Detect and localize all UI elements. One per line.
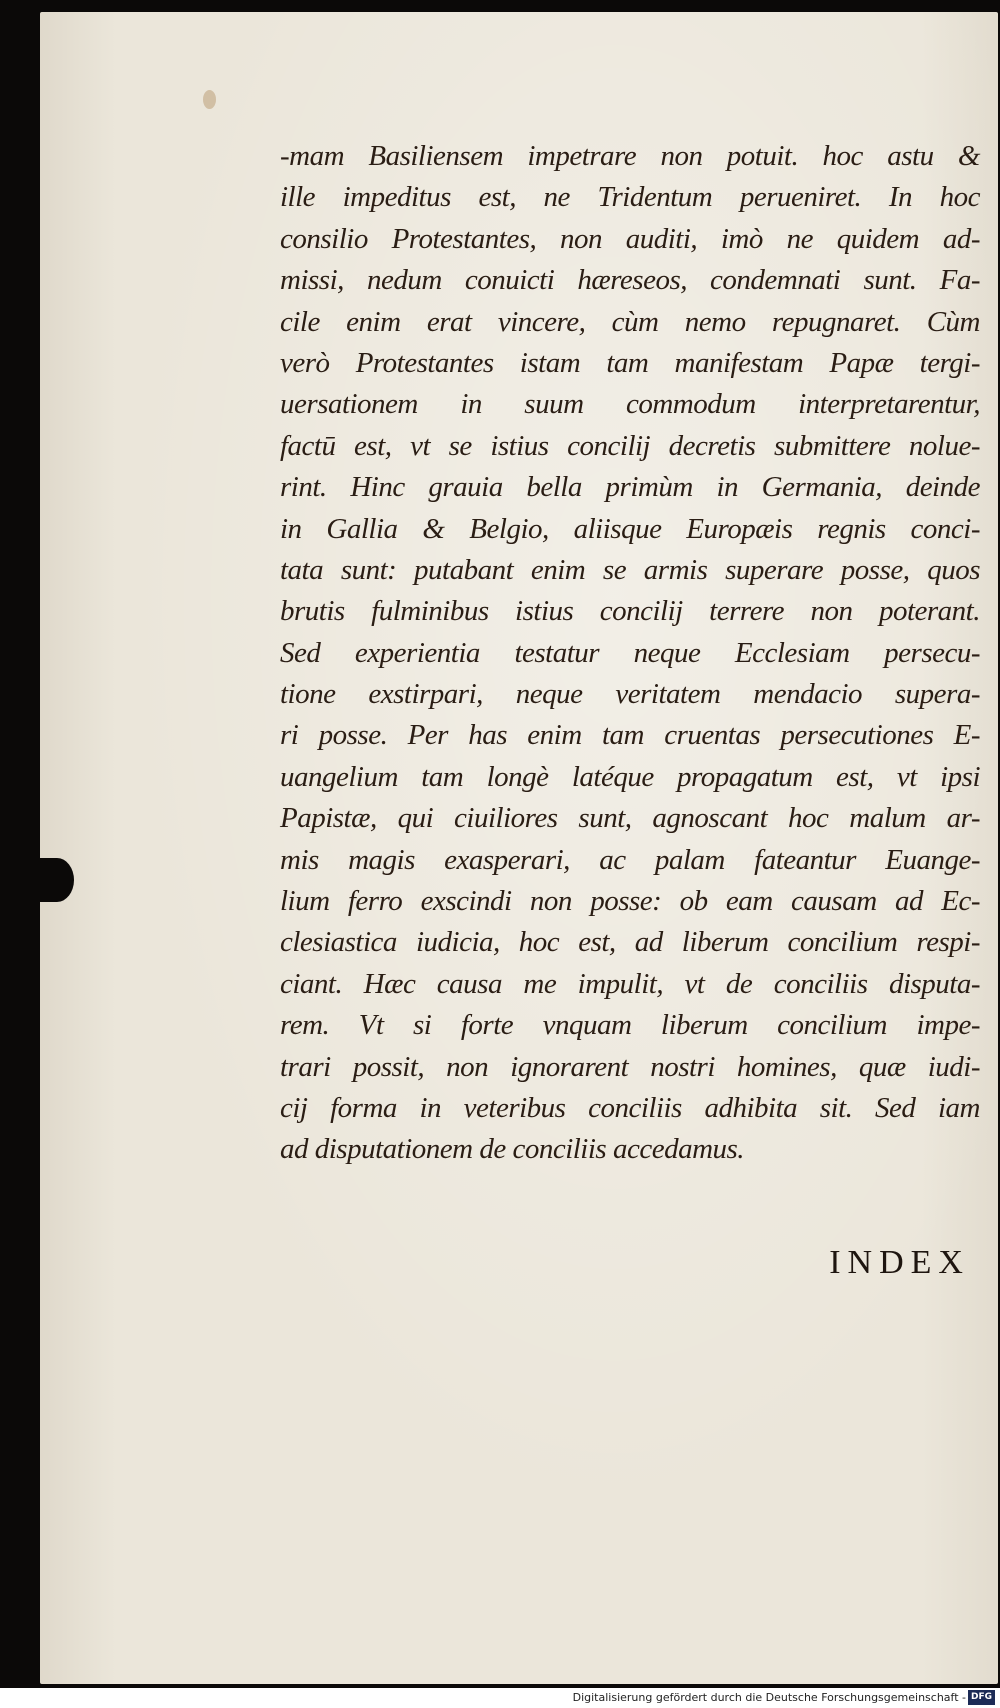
text-line: Sed experientia testatur neque Ecclesiam persecu- xyxy=(280,636,980,669)
text-line: cij forma in veteribus conciliis adhibita sit. Sed iam xyxy=(280,1091,980,1124)
text-line: Papistæ, qui ciuiliores sunt, agnoscant hoc malum ar- xyxy=(280,802,980,835)
footer-credit: Digitalisierung gefördert durch die Deutsche Forschungsgemeinschaft - xyxy=(572,1691,966,1704)
catchword: INDEX xyxy=(829,1244,970,1281)
text-line: ille impeditus est, ne Tridentum perueniret. In hoc xyxy=(280,181,980,214)
text-line: mis magis exasperari, ac palam fateantur Euange- xyxy=(280,843,980,876)
text-line: ad disputationem de conciliis accedamus. xyxy=(280,1133,745,1166)
dfg-logo-icon: DFG xyxy=(968,1690,995,1705)
scanned-page xyxy=(40,12,998,1684)
text-line: uangelium tam longè latéque propagatum est, vt ipsi xyxy=(280,760,980,793)
text-line: factū est, vt se istius concilij decretis submittere nolue- xyxy=(280,429,980,462)
paper-stain xyxy=(203,90,216,109)
text-line: -mam Basiliensem impetrare non potuit. hoc astu & xyxy=(280,140,980,172)
text-line: rint. Hinc grauia bella primùm in Germania, deinde xyxy=(280,471,980,504)
body-text xyxy=(280,136,980,1171)
footer-bar xyxy=(0,1688,1000,1708)
text-line: cile enim erat vincere, cùm nemo repugnaret. Cùm xyxy=(280,305,980,338)
text-line: clesiastica iudicia, hoc est, ad liberum concilium respi- xyxy=(280,926,980,959)
text-line: ri posse. Per has enim tam cruentas persecutiones E- xyxy=(280,719,980,752)
text-line: trari possit, non ignorarent nostri homines, quæ iudi- xyxy=(280,1050,980,1083)
text-line: rem. Vt si forte vnquam liberum concilium impe- xyxy=(280,1009,980,1042)
text-line: missi, nedum conuicti hæreseos, condemnati sunt. Fa- xyxy=(280,264,980,297)
text-line: in Gallia & Belgio, aliisque Europæis regnis conci- xyxy=(280,512,980,545)
page-edge-damage xyxy=(40,858,74,902)
text-line: tione exstirpari, neque veritatem mendacio supera- xyxy=(280,678,980,711)
text-line: consilio Protestantes, non auditi, imò ne quidem ad- xyxy=(280,222,980,255)
text-line: lium ferro exscindi non posse: ob eam causam ad Ec- xyxy=(280,885,980,918)
text-line: verò Protestantes istam tam manifestam Papæ tergi- xyxy=(280,346,980,379)
text-line: ciant. Hæc causa me impulit, vt de conciliis disputa- xyxy=(280,967,980,1000)
text-line: tata sunt: putabant enim se armis superare posse, quos xyxy=(280,553,980,586)
text-line: brutis fulminibus istius concilij terrere non poterant. xyxy=(280,595,980,628)
text-line: uersationem in suum commodum interpretarentur, xyxy=(280,388,980,421)
